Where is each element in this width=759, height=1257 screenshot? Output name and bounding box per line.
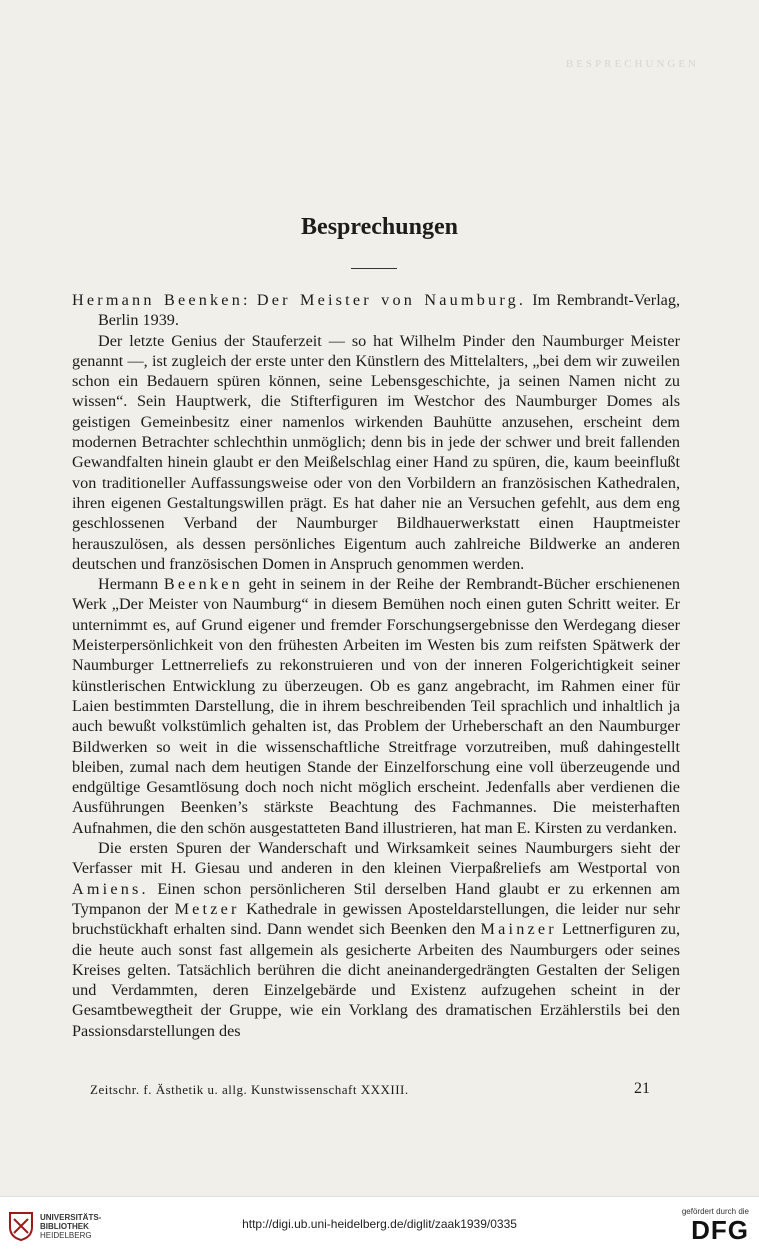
page-title: Besprechungen xyxy=(301,214,458,240)
paragraph-3 xyxy=(72,838,680,1041)
permalink-url[interactable]: http://digi.ub.uni-heidelberg.de/diglit/zaak1939/0335 xyxy=(242,1217,517,1231)
review-book-title: Der Meister von Naumburg. xyxy=(256,291,527,309)
library-name-line-1: UNIVERSITÄTS- xyxy=(40,1212,102,1222)
review-publication: Im Rembrandt-Verlag, Berlin 1939. xyxy=(98,291,681,330)
paragraph-3-start: Die ersten Spuren der Wanderschaft und Wirksamkeit seines Naumburgers sieht der Verfasser mit H. Giesau und anderen in den kleinen Vierpaßreliefs am Westportal von xyxy=(72,839,680,878)
library-name-line-3: HEIDELBERG xyxy=(40,1230,92,1240)
paragraph-2-rest: geht in seinem in der Reihe der Rembrandt-Bücher erschienenen Werk „Der Meister von Naumburg“ in diesem Bemühen noch einen guten Schritt weiter. Er unternimmt es, auf Grund eigener und fremder Forschungsergebnisse den Werdegang dieser Meisterpersönlichkeit von den frühesten Arbeiten im Westen bis zum reifsten Spätwerk der Naumburger Lettnerreliefs zu rekonstruieren und von der inneren Folgerichtigkeit seiner künstlerischen Entwicklung zu überzeugen. Ob es ganz angebracht, im Rahmen einer für Laien bestimmten Darstellung, die in ihrem beschreibenden Teil sprachlich und inhaltlich ja auch bewußt volkstümlich gehalten ist, das Problem der Urheberschaft an den Naumburger Bildwerken so weit in die wissenschaftliche Streitfrage vorzutreiben, muß dahingestellt bleiben, zumal nach dem heutigen Stande der Einzelforschung eine voll überzeugende und endgültige Gesamtlösung doch noch nicht möglich erscheint. Jedenfalls aber verdienen die Ausführungen Beenken’s stärkste Beachtung des Fachmannes. Die meisterhaften Aufnahmen, die den schön ausgestatteten Band illustrieren, hat man E. Kirsten zu verdanken. xyxy=(72,575,681,837)
paragraph-3-part-b: Einen schon persönlicheren Stil derselben Hand glaubt er zu erkennen am Tympanon der xyxy=(72,879,680,918)
bleed-through-header: BESPRECHUNGEN xyxy=(565,58,699,70)
viewer-bottom-bar xyxy=(0,1196,759,1257)
dfg-logo[interactable] xyxy=(682,1207,749,1244)
paragraph-2 xyxy=(72,574,680,838)
page-number: 21 xyxy=(634,1080,650,1097)
author-name-spaced: Beenken xyxy=(163,575,243,594)
title-divider xyxy=(351,268,397,269)
review-reference xyxy=(72,290,680,331)
funder-name: DFG xyxy=(691,1215,749,1245)
place-metzer: Metzer xyxy=(174,899,240,918)
review-author: Hermann Beenken: xyxy=(72,291,251,309)
paragraph-3-part-c: Kathedrale in gewissen Aposteldarstellungen, die leider nur sehr bruchstückhaft erhalten sind. Dann wendet sich Beenken den xyxy=(72,899,681,939)
journal-reference: Zeitschr. f. Ästhetik u. allg. Kunstwissenschaft XXXIII. xyxy=(90,1082,409,1097)
place-mainzer: Mainzer xyxy=(480,920,557,939)
funder-note: gefördert durch die xyxy=(681,1207,749,1216)
body-text xyxy=(72,290,680,1041)
page-footer xyxy=(90,1082,650,1098)
paragraph-3-part-d: Lettnerfiguren zu, die heute auch sonst fast allgemein als gesicherte Arbeiten des Naumburgers oder seines Kreises gelten. Tatsächlich berühren die dicht aneinandergedrängten Gestalten der Seligen und Verdammten, deren Einzelgebärde und Existenz aufzugehen scheint in der Gesamtbewegtheit der Gruppe, wie ein Vorklang des dramatischen Erzählerstils bei den Passionsdarstellungen des xyxy=(72,920,681,1040)
paragraph-2-start: Hermann xyxy=(98,575,159,594)
library-name-line-2: BIBLIOTHEK xyxy=(40,1221,89,1231)
paragraph-1: Der letzte Genius der Stauferzeit — so hat Wilhelm Pinder den Naumburger Meister genannt —, ist zugleich der erste unter den Künstlern des Mittelalters, „bei dem wir zuweilen schon ein Bedauern spüren können, seine Lebensgeschichte, ja seinen Namen nicht zu wissen“. Sein Hauptwerk, die Stifterfiguren im Westchor des Naumburger Domes als geistigen Gemeinbesitz einer namenlos wirkenden Bauhütte anzusehen, erscheint dem modernen Betrachter schlechthin unmöglich; denn bis in jede der schwer und breit fallenden Gewandfalten hinein glaubt er den Meißelschlag einer Hand zu spüren, die, kaum beeinflußt von traditioneller Auffassungsweise oder von den Vorbildern an französischen Kathedralen, ihren eigenen Gestaltungswillen prägt. Es hat daher nie an Versuchen gefehlt, aus dem eng geschlossenen Verband der Naumburger Bildhauerwerkstatt einen Hauptmeister herauszulösen, als dessen persönliches Eigentum auch zahlreiche Bildwerke an anderen deutschen und französischen Domen in Anspruch genommen werden. xyxy=(72,331,680,573)
place-amiens: Amiens. xyxy=(72,879,149,898)
